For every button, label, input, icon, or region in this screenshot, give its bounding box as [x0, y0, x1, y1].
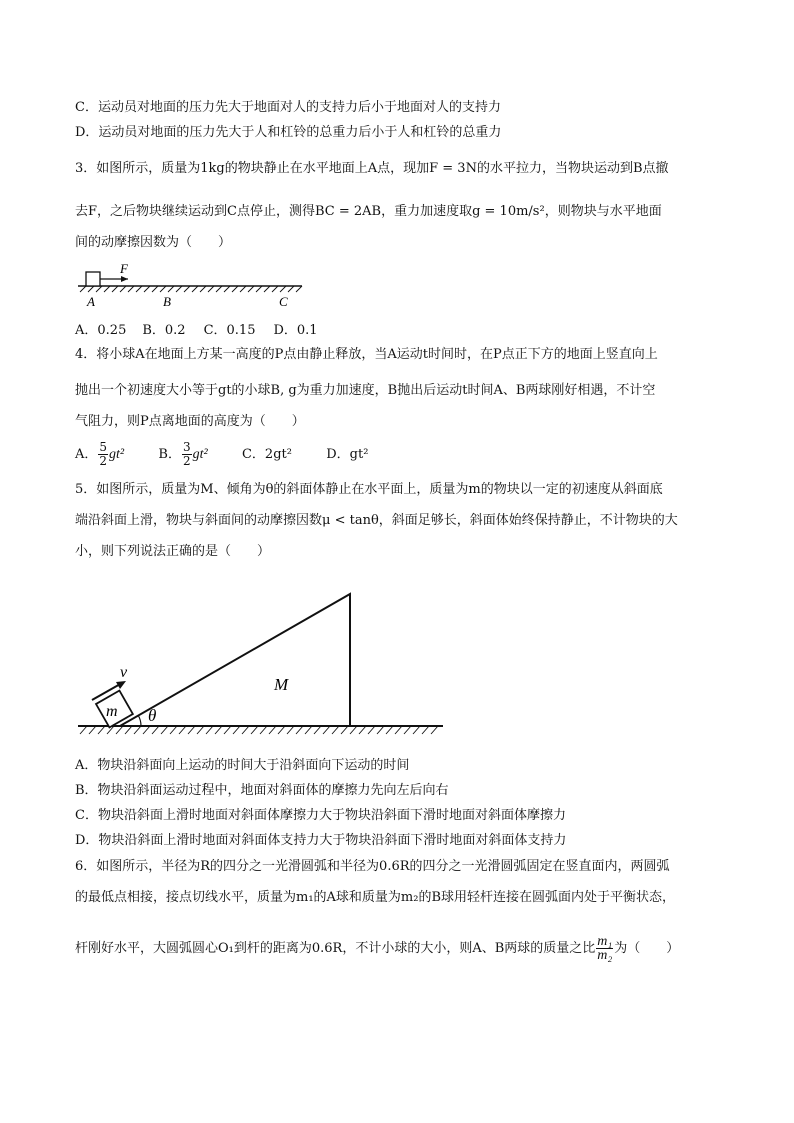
q6-mass-ratio: $\frac{\text{m₁}}{\text{m₂}}$ [597, 934, 613, 963]
q4-option-b-fraction: $\frac{3}{2}$ [182, 440, 191, 468]
q4-option-a-fraction: $\frac{5}{2}$ [99, 440, 108, 468]
q3-label-A: A [87, 294, 95, 309]
q3-options [75, 322, 318, 340]
q5-label-theta: θ [148, 706, 157, 725]
q5-text-line1: 5．如图所示，质量为M、倾角为θ的斜面体静止在水平面上，质量为m的物块以一定的初速度从斜面底 [75, 482, 663, 497]
q4-option-d: D．gt² [326, 447, 369, 462]
q3-label-F: F [120, 261, 128, 276]
q4-text-line1: 4．将小球A在地面上方某一高度的P点由静止释放，当A运动t时间时，在P点正下方的地面上竖直向上 [75, 347, 658, 362]
q6-text-line2: 的最低点相接，接点切线水平，质量为m₁的A球和质量为m₂的B球用轻杆连接在圆弧面内处于平衡状态， [75, 890, 676, 905]
q3-label-B: B [163, 294, 171, 309]
q3-option-c: C．0.15 [203, 323, 256, 338]
q3-label-C: C [279, 294, 288, 309]
q5-label-M: M [274, 675, 289, 694]
q6-text-line1: 6．如图所示，半径为R的四分之一光滑圆弧和半径为0.6R的四分之一光滑圆弧固定在竖直面内，两圆弧 [75, 859, 670, 874]
q5-text-line2: 端沿斜面上滑，物块与斜面间的动摩擦因数μ < tanθ，斜面足够长，斜面体始终保持静止，不计物块的大 [75, 513, 678, 528]
q6-text-line3: 杆刚好水平，大圆弧圆心O₁到杆的距离为0.6R，不计小球的大小，则A、B两球的质量之比 $\frac{\text{m₁}}{\text{m₂}}$ 为（ ） [75, 934, 680, 963]
q3-option-d: D．0.1 [273, 323, 318, 338]
q4-option-c: C．2gt² [241, 447, 292, 462]
q5-figure [78, 588, 448, 738]
q3-text-line1: 3．如图所示，质量为1kg的物块静止在水平地面上A点，现加F = 3N的水平拉力，当物块运动到B点撤 [75, 161, 669, 176]
q4-option-a: A． $\frac{5}{2}$ gt² [75, 440, 125, 468]
q3-text-line2: 去F，之后物块继续运动到C点停止，测得BC = 2AB，重力加速度取g = 10m/s²，则物块与水平地面 [75, 204, 662, 219]
q3-text-line3: 间的动摩擦因数为（ ） [75, 235, 232, 250]
q3-figure [78, 262, 308, 312]
q5-option-b: B．物块沿斜面运动过程中，地面对斜面体的摩擦力先向左后向右 [75, 783, 449, 798]
q3-block [86, 272, 100, 286]
q2-option-d: D．运动员对地面的压力先大于人和杠铃的总重力后小于人和杠铃的总重力 [75, 125, 502, 140]
q5-option-a: A．物块沿斜面向上运动的时间大于沿斜面向下运动的时间 [75, 758, 410, 773]
q4-option-b: B． $\frac{3}{2}$ gt² [158, 440, 208, 468]
q5-label-m: m [106, 703, 118, 720]
q5-ground-hatching [78, 726, 443, 734]
q3-option-b: B．0.2 [142, 323, 186, 338]
q5-angle-arc [138, 715, 141, 726]
q4-text-line3: 气阻力，则P点离地面的高度为（ ） [75, 414, 305, 429]
q5-label-v: v [120, 664, 128, 681]
q5-option-d: D．物块沿斜面上滑时地面对斜面体支持力大于物块沿斜面下滑时地面对斜面体支持力 [75, 833, 567, 848]
q3-ground-hatching [78, 286, 302, 292]
q3-option-a: A．0.25 [75, 323, 127, 338]
q4-options [75, 440, 368, 470]
q4-text-line2: 抛出一个初速度大小等于gt的小球B, g为重力加速度，B抛出后运动t时间A、B两球刚好相遇，不计空 [75, 383, 656, 398]
q2-option-c: C．运动员对地面的压力先大于地面对人的支持力后小于地面对人的支持力 [75, 100, 501, 115]
q5-text-line3: 小，则下列说法正确的是（ ） [75, 544, 271, 559]
q5-option-c: C．物块沿斜面上滑时地面对斜面体摩擦力大于物块沿斜面下滑时地面对斜面体摩擦力 [75, 808, 566, 823]
